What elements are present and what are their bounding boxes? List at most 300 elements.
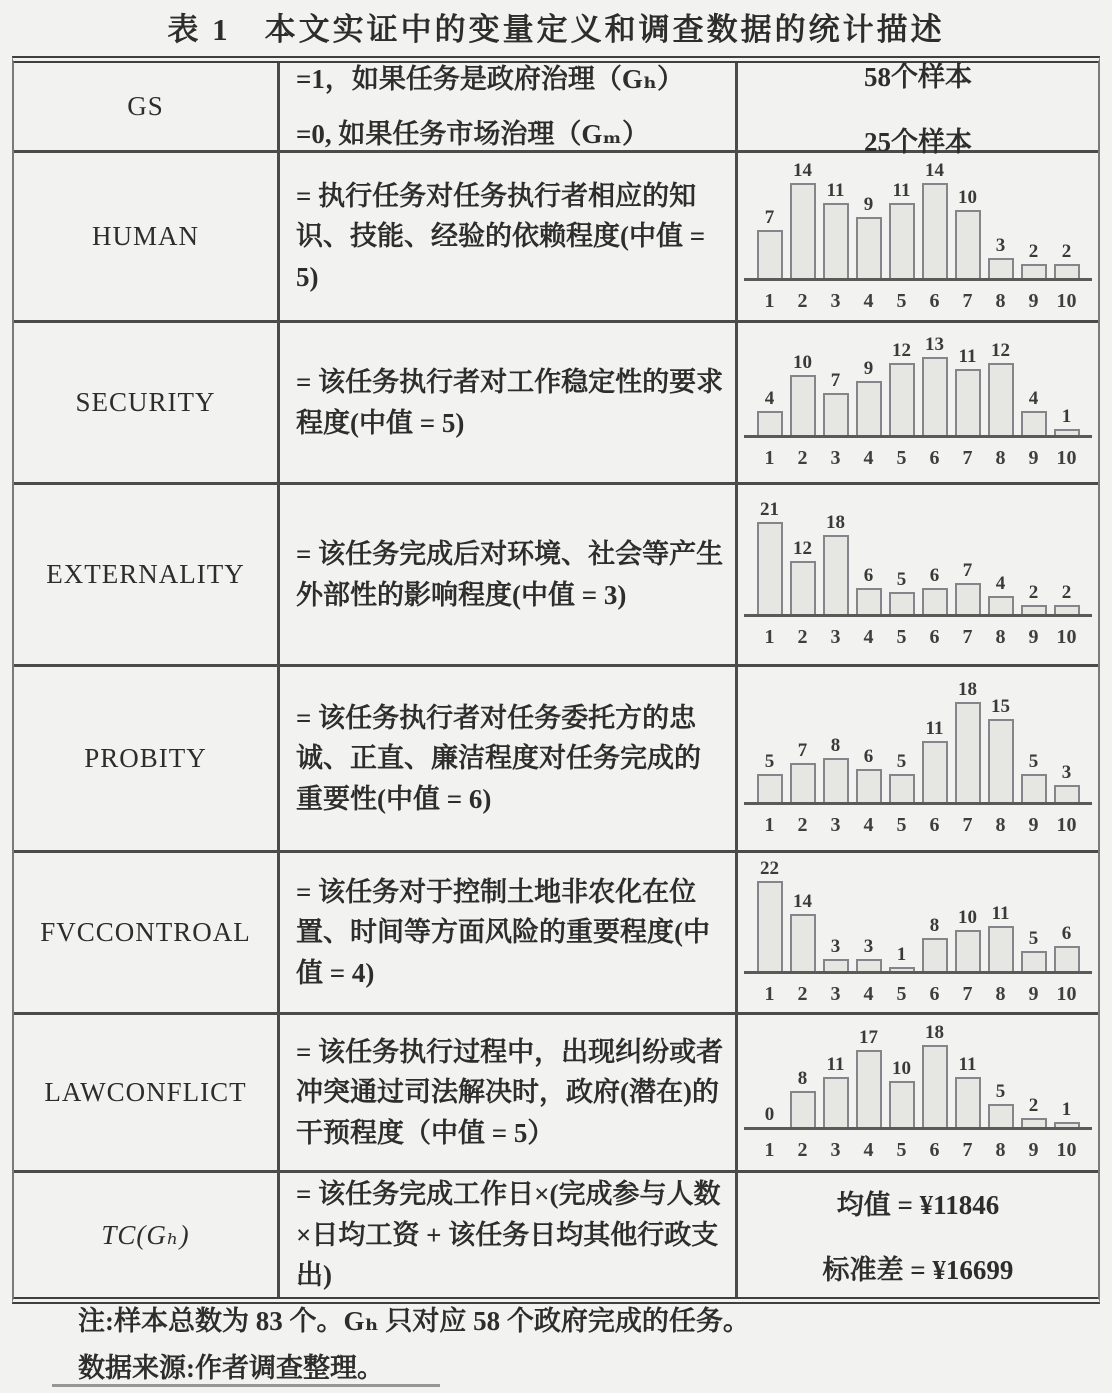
variable-name-cell: FVCCONTROAL — [14, 853, 280, 1012]
histogram-bar — [889, 363, 915, 435]
histogram-bar — [922, 938, 948, 971]
bar-value-label: 11 — [958, 1054, 977, 1075]
bar-value-label: 2 — [1028, 1095, 1039, 1116]
histogram-column — [918, 161, 951, 278]
x-tick-label: 8 — [995, 447, 1006, 469]
histogram-bar — [1021, 774, 1047, 802]
statistics-cell — [738, 1173, 1098, 1297]
histogram-column — [1017, 389, 1050, 435]
bar-value-label: 14 — [793, 891, 812, 912]
histogram-bars — [753, 335, 1083, 435]
histogram-bar — [856, 1050, 882, 1127]
bar-value-label: 1 — [1061, 1099, 1072, 1120]
histogram-bar — [823, 203, 849, 278]
variable-name-cell: LAWCONFLICT — [14, 1015, 280, 1170]
statistics-cell — [738, 853, 1098, 1012]
x-tick-label: 8 — [995, 626, 1006, 648]
x-tick-label: 2 — [797, 626, 808, 648]
x-axis-labels — [753, 626, 1083, 649]
histogram-column — [885, 181, 918, 278]
bar-value-label: 7 — [962, 560, 973, 581]
histogram-column — [753, 208, 786, 278]
histogram-column — [984, 341, 1017, 435]
bar-value-label: 15 — [991, 696, 1010, 717]
table-row-probity — [14, 667, 1098, 853]
mean-value: 均值 = ¥11846 — [836, 1190, 1000, 1220]
x-tick-label: 3 — [830, 289, 841, 312]
bar-value-label: 7 — [830, 370, 841, 391]
histogram-bar — [889, 203, 915, 278]
x-tick-label: 9 — [1028, 289, 1039, 312]
x-tick-label: 2 — [797, 1139, 808, 1161]
histogram-column — [819, 736, 852, 802]
bar-value-label: 18 — [958, 679, 977, 700]
histogram-bar — [1021, 951, 1047, 971]
std-dev-value: 标准差 = ¥16699 — [822, 1255, 1014, 1285]
histogram-column — [819, 1055, 852, 1127]
histogram-column — [951, 188, 984, 278]
sample-count: 25个样本 — [864, 126, 972, 157]
x-tick-label: 4 — [863, 1139, 874, 1161]
histogram-column — [819, 371, 852, 435]
bar-value-label: 11 — [826, 179, 845, 201]
histogram-bars — [753, 161, 1083, 278]
bar-value-label: 12 — [892, 340, 911, 361]
x-tick-label: 1 — [764, 814, 775, 836]
histogram-bar — [790, 375, 816, 435]
bar-value-label: 6 — [1061, 923, 1072, 944]
histogram-lawconflict — [750, 1023, 1086, 1162]
histogram-bar — [889, 592, 915, 614]
histogram-column — [753, 500, 786, 614]
histogram-column — [1017, 1096, 1050, 1127]
statistics-cell — [738, 323, 1098, 482]
histogram-bar — [988, 1104, 1014, 1127]
x-tick-label: 7 — [962, 626, 973, 648]
x-tick-label: 10 — [1056, 1139, 1077, 1161]
statistics-cell — [738, 61, 1098, 157]
bar-value-label: 14 — [793, 159, 812, 181]
x-tick-label: 1 — [764, 983, 775, 1005]
histogram-bar — [922, 1045, 948, 1127]
histogram-bar — [955, 210, 981, 278]
histogram-column — [852, 359, 885, 435]
histogram-security — [750, 335, 1086, 470]
x-tick-label: 6 — [929, 626, 940, 648]
bar-value-label: 0 — [764, 1104, 775, 1125]
x-tick-label: 5 — [896, 289, 907, 312]
histogram-column — [951, 680, 984, 802]
bar-value-label: 2 — [1028, 582, 1039, 603]
histogram-bar — [922, 588, 948, 614]
histogram-column — [786, 353, 819, 435]
x-tick-label: 4 — [863, 814, 874, 836]
note-line: 注:样本总数为 83 个。Gₕ 只对应 58 个政府完成的任务。 — [78, 1306, 750, 1336]
statistics-cell — [738, 1015, 1098, 1170]
table-row-human — [14, 153, 1098, 323]
x-tick-label: 3 — [830, 626, 841, 648]
bar-value-label: 3 — [830, 936, 841, 957]
histogram-bar — [955, 369, 981, 435]
bar-value-label: 7 — [797, 740, 808, 761]
histogram-bar — [856, 381, 882, 435]
bar-value-label: 12 — [991, 340, 1010, 361]
bar-value-label: 8 — [797, 1068, 808, 1089]
histogram-bar — [790, 763, 816, 802]
x-tick-label: 9 — [1028, 626, 1039, 648]
histogram-bar — [823, 959, 849, 971]
x-tick-label: 6 — [929, 983, 940, 1005]
bar-value-label: 11 — [958, 346, 977, 367]
histogram-column — [1050, 924, 1083, 971]
variable-name-cell: SECURITY — [14, 323, 280, 482]
histogram-column — [885, 570, 918, 614]
bar-value-label: 5 — [995, 1081, 1006, 1102]
bar-value-label: 12 — [793, 538, 812, 559]
histogram-bar — [790, 1091, 816, 1127]
x-axis-line — [744, 278, 1092, 281]
x-axis-labels — [753, 447, 1083, 470]
histogram-bar — [922, 183, 948, 278]
histogram-column — [786, 892, 819, 971]
x-tick-label: 8 — [995, 289, 1006, 312]
histogram-column — [786, 1069, 819, 1127]
bar-value-label: 5 — [896, 751, 907, 772]
variable-name-cell: TC(Gₕ) — [14, 1173, 280, 1297]
x-tick-label: 10 — [1056, 983, 1077, 1005]
histogram-bar — [823, 1077, 849, 1127]
definition-cell — [280, 1015, 738, 1170]
x-axis-line — [744, 614, 1092, 617]
histogram-bar — [988, 258, 1014, 278]
definition-cell — [280, 323, 738, 482]
histogram-column — [786, 539, 819, 614]
bar-value-label: 2 — [1061, 240, 1072, 262]
histogram-bar — [790, 914, 816, 971]
histogram-column — [984, 574, 1017, 614]
histogram-bar — [790, 561, 816, 614]
histogram-column — [1050, 407, 1083, 435]
histogram-column — [984, 1082, 1017, 1127]
histogram-column — [1017, 583, 1050, 614]
x-tick-label: 9 — [1028, 983, 1039, 1005]
histogram-bar — [757, 881, 783, 971]
x-tick-label: 3 — [830, 447, 841, 469]
x-tick-label: 5 — [896, 447, 907, 469]
histogram-column — [753, 859, 786, 971]
bar-value-label: 17 — [859, 1027, 878, 1048]
x-tick-label: 6 — [929, 1139, 940, 1161]
x-tick-label: 6 — [929, 289, 940, 312]
histogram-column — [885, 1059, 918, 1127]
histogram-bar — [889, 1081, 915, 1127]
bar-value-label: 6 — [929, 565, 940, 586]
bar-value-label: 3 — [995, 234, 1006, 256]
histogram-column — [1017, 752, 1050, 802]
bar-value-label: 4 — [1028, 388, 1039, 409]
histogram-bar — [988, 363, 1014, 435]
x-tick-label: 2 — [797, 814, 808, 836]
definition-line: = 该任务完成工作日×(完成参与人数×日均工资 + 该任务日均其他行政支出) — [296, 1179, 721, 1291]
x-tick-label: 4 — [863, 447, 874, 469]
x-tick-label: 8 — [995, 983, 1006, 1005]
definition-cell — [280, 667, 738, 850]
bar-value-label: 6 — [863, 746, 874, 767]
histogram-bars — [753, 1023, 1083, 1127]
histogram-bar — [790, 183, 816, 278]
bar-value-label: 10 — [793, 352, 812, 373]
bar-value-label: 4 — [995, 573, 1006, 594]
histogram-column — [1050, 1100, 1083, 1127]
x-tick-label: 2 — [797, 983, 808, 1005]
x-axis-labels — [753, 983, 1083, 1006]
x-axis-line — [744, 1127, 1092, 1130]
bar-value-label: 22 — [760, 858, 779, 879]
histogram-column — [753, 1105, 786, 1127]
definition-cell — [280, 63, 738, 150]
variable-name-cell: PROBITY — [14, 667, 280, 850]
histogram-bar — [823, 758, 849, 802]
histogram-column — [852, 747, 885, 802]
table-row-security — [14, 323, 1098, 485]
histogram-column — [951, 347, 984, 435]
histogram-column — [951, 1055, 984, 1127]
bar-value-label: 18 — [925, 1022, 944, 1043]
histogram-column — [951, 908, 984, 971]
definition-line: = 该任务对于控制土地非农化在位置、时间等方面风险的重要程度(中值 = 4) — [296, 876, 710, 988]
bar-value-label: 5 — [896, 569, 907, 590]
table-row-lawconflict — [14, 1015, 1098, 1173]
histogram-bar — [856, 959, 882, 971]
histogram-bar — [889, 774, 915, 802]
histogram-bar — [1021, 605, 1047, 614]
histogram-externality — [750, 500, 1086, 649]
histogram-bar — [1021, 264, 1047, 278]
note-line: 数据来源:作者调查整理。 — [78, 1353, 384, 1384]
histogram-column — [885, 341, 918, 435]
x-tick-label: 5 — [896, 983, 907, 1005]
definition-line: = 该任务执行者对任务委托方的忠诚、正直、廉洁程度对任务完成的重要性(中值 = 6) — [296, 702, 701, 814]
x-tick-label: 5 — [896, 626, 907, 648]
definition-line: =1，如果任务是政府治理（Gₕ） — [296, 64, 684, 94]
histogram-column — [1017, 242, 1050, 278]
histogram-column — [753, 752, 786, 802]
statistics-cell — [738, 667, 1098, 850]
histogram-column — [918, 335, 951, 435]
x-tick-label: 5 — [896, 1139, 907, 1161]
sample-count: 58个样本 — [864, 61, 972, 92]
x-tick-label: 3 — [830, 983, 841, 1005]
histogram-bar — [856, 588, 882, 614]
histogram-bar — [1021, 1118, 1047, 1127]
definition-cell — [280, 485, 738, 664]
bar-value-label: 2 — [1028, 240, 1039, 262]
variable-name-cell: HUMAN — [14, 153, 280, 320]
table-row-externality — [14, 485, 1098, 667]
x-tick-label: 1 — [764, 1139, 775, 1161]
statistics-cell — [738, 153, 1098, 320]
x-tick-label: 1 — [764, 447, 775, 469]
histogram-bar — [922, 741, 948, 802]
x-tick-label: 1 — [764, 289, 775, 312]
bar-value-label: 18 — [826, 512, 845, 533]
histogram-column — [819, 181, 852, 278]
x-tick-label: 10 — [1056, 447, 1077, 469]
histogram-bar — [1054, 785, 1080, 802]
x-tick-label: 8 — [995, 814, 1006, 836]
histogram-column — [1017, 929, 1050, 971]
bar-value-label: 3 — [1061, 762, 1072, 783]
histogram-column — [786, 161, 819, 278]
histogram-column — [951, 561, 984, 614]
x-axis-labels — [753, 814, 1083, 837]
histogram-column — [918, 1023, 951, 1127]
x-axis-labels — [753, 1139, 1083, 1162]
bar-value-label: 11 — [892, 179, 911, 201]
histogram-column — [852, 566, 885, 614]
histogram-column — [984, 697, 1017, 802]
x-tick-label: 2 — [797, 447, 808, 469]
bar-value-label: 1 — [896, 944, 907, 965]
definition-line: = 该任务执行者对工作稳定性的要求程度(中值 = 5) — [296, 367, 724, 438]
histogram-column — [852, 195, 885, 278]
statistics-table — [12, 56, 1100, 1304]
x-tick-label: 9 — [1028, 447, 1039, 469]
bar-value-label: 4 — [764, 388, 775, 409]
histogram-column — [918, 916, 951, 971]
x-tick-label: 9 — [1028, 1139, 1039, 1161]
bar-value-label: 10 — [892, 1058, 911, 1079]
histogram-bar — [1054, 605, 1080, 614]
x-tick-label: 3 — [830, 814, 841, 836]
bar-value-label: 14 — [925, 159, 944, 181]
histogram-bar — [757, 774, 783, 802]
definition-cell — [280, 1173, 738, 1297]
histogram-column — [984, 904, 1017, 971]
bar-value-label: 13 — [925, 334, 944, 355]
bar-value-label: 11 — [991, 903, 1010, 924]
histogram-bar — [988, 596, 1014, 614]
x-tick-label: 7 — [962, 447, 973, 469]
bar-value-label: 5 — [764, 751, 775, 772]
histogram-column — [984, 236, 1017, 278]
x-tick-label: 8 — [995, 1139, 1006, 1161]
table-row-tc — [14, 1173, 1098, 1297]
x-tick-label: 4 — [863, 983, 874, 1005]
x-tick-label: 3 — [830, 1139, 841, 1161]
histogram-bar — [823, 535, 849, 614]
x-tick-label: 7 — [962, 983, 973, 1005]
page-bottom-rule — [52, 1384, 440, 1387]
bar-value-label: 21 — [760, 499, 779, 520]
x-axis-line — [744, 971, 1092, 974]
histogram-bar — [757, 522, 783, 614]
histogram-column — [1050, 763, 1083, 802]
histogram-bar — [856, 769, 882, 802]
x-tick-label: 4 — [863, 626, 874, 648]
bar-value-label: 8 — [929, 915, 940, 936]
histogram-column — [852, 937, 885, 971]
definition-line: =0, 如果任务市场治理（Gₘ） — [296, 118, 650, 149]
table-title: 表 1 本文实证中的变量定义和调查数据的统计描述 — [167, 12, 945, 47]
definition-line: = 执行任务对任务执行者相应的知识、技能、经验的依赖程度(中值 = 5) — [296, 180, 706, 292]
histogram-bars — [753, 859, 1083, 971]
bar-value-label: 11 — [826, 1054, 845, 1075]
bar-value-label: 8 — [830, 735, 841, 756]
x-tick-label: 4 — [863, 289, 874, 312]
histogram-bar — [823, 393, 849, 435]
histogram-bar — [757, 230, 783, 278]
histogram-column — [1050, 583, 1083, 614]
x-tick-label: 6 — [929, 447, 940, 469]
histogram-bar — [955, 583, 981, 614]
histogram-column — [1050, 242, 1083, 278]
histogram-column — [819, 937, 852, 971]
histogram-bar — [922, 357, 948, 435]
histogram-column — [786, 741, 819, 802]
x-axis-labels — [753, 290, 1083, 313]
table-row-gs — [14, 61, 1098, 157]
histogram-column — [852, 1028, 885, 1127]
histogram-column — [819, 513, 852, 614]
bar-value-label: 1 — [1061, 406, 1072, 427]
histogram-bar — [1054, 946, 1080, 971]
bar-value-label: 7 — [764, 206, 775, 228]
x-tick-label: 6 — [929, 814, 940, 836]
definition-line: = 该任务执行过程中，出现纠纷或者冲突通过司法解决时，政府(潜在)的干预程度（中值 = 5） — [296, 1036, 724, 1148]
histogram-column — [918, 719, 951, 802]
bar-value-label: 5 — [1028, 751, 1039, 772]
x-tick-label: 5 — [896, 814, 907, 836]
histogram-bars — [753, 500, 1083, 614]
histogram-column — [753, 389, 786, 435]
bar-value-label: 10 — [958, 907, 977, 928]
x-axis-line — [744, 435, 1092, 438]
histogram-bar — [955, 702, 981, 802]
bar-value-label: 9 — [863, 358, 874, 379]
x-tick-label: 2 — [797, 289, 808, 312]
histogram-bar — [1054, 264, 1080, 278]
histogram-bar — [856, 217, 882, 278]
bar-value-label: 10 — [958, 186, 977, 208]
bar-value-label: 2 — [1061, 582, 1072, 603]
histogram-column — [918, 566, 951, 614]
histogram-bar — [955, 1077, 981, 1127]
histogram-fvccontroal — [750, 859, 1086, 1006]
histogram-bars — [753, 680, 1083, 802]
bar-value-label: 3 — [863, 936, 874, 957]
bar-value-label: 5 — [1028, 928, 1039, 949]
x-tick-label: 7 — [962, 1139, 973, 1161]
definition-cell — [280, 853, 738, 1012]
variable-name-cell: GS — [14, 63, 280, 150]
bar-value-label: 9 — [863, 193, 874, 215]
table-row-fvccontroal — [14, 853, 1098, 1015]
definition-cell — [280, 153, 738, 320]
x-tick-label: 9 — [1028, 814, 1039, 836]
x-tick-label: 7 — [962, 289, 973, 312]
bar-value-label: 11 — [925, 718, 944, 739]
histogram-bar — [1021, 411, 1047, 435]
histogram-bar — [988, 719, 1014, 802]
x-tick-label: 1 — [764, 626, 775, 648]
table-notes — [78, 1298, 750, 1393]
histogram-bar — [988, 926, 1014, 971]
bar-value-label: 6 — [863, 565, 874, 586]
histogram-column — [885, 945, 918, 971]
x-tick-label: 10 — [1056, 814, 1077, 836]
x-axis-line — [744, 802, 1092, 805]
